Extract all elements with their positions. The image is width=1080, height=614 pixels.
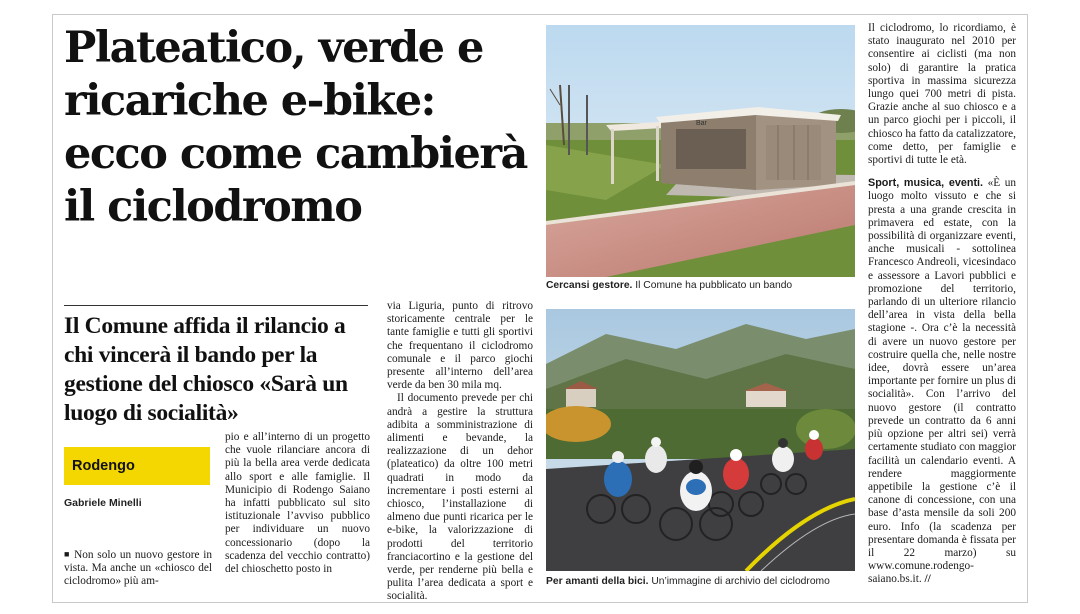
kiosk-photo xyxy=(546,25,855,277)
photo-caption xyxy=(546,576,830,587)
end-mark: // xyxy=(924,573,931,586)
paragraph: Il ciclodromo, lo ricordiamo, è stato inaugurato nel 2010 per consentire ai ciclisti (ma non solo) di garantire la pratica sportiva in massima sicurezza lungo quei 700 metri di pista. Grazie anche al suo chiosco e a un parco giochi per i piccoli, il chiosco ha fatto da catalizzatore, come detto, per famiglie e sportivi di tutte le età. xyxy=(868,22,1016,167)
subheadline: Il Comune affida il rilancio a chi vincerà il bando per la gestione del chiosco «Sarà un luogo di socialità» xyxy=(64,313,348,426)
location-tag: Rodengo xyxy=(64,447,210,485)
author-byline: Gabriele Minelli xyxy=(64,497,142,509)
lede-marker: ■ xyxy=(64,549,71,559)
text-column-4 xyxy=(868,22,1016,587)
headline: Plateatico, verde e ricariche e-bike: ecco come cambierà il ciclodromo xyxy=(64,23,527,232)
caption-text: Il Comune ha pubblicato un bando xyxy=(635,280,793,291)
caption-title: Per amanti della bici. xyxy=(546,576,649,587)
lede-text: Non solo un nuovo gestore in vista. Ma anche un «chiosco del ciclodromo» più am- xyxy=(64,549,213,588)
photo-caption xyxy=(546,280,792,291)
paragraph: via Liguria, punto di ritrovo storicamente centrale per le tante famiglie e tutti gli sportivi che frequentano il ciclodromo comunale e il parco giochi presente all’interno dell’area verde da ben 30 mila mq. xyxy=(387,300,533,392)
text-column-3 xyxy=(387,300,533,604)
paragraph xyxy=(868,177,1016,586)
section-runin: Sport, musica, eventi. xyxy=(868,177,984,190)
cyclists-photo xyxy=(546,309,855,571)
caption-title: Cercansi gestore. xyxy=(546,280,633,291)
caption-text: Un’immagine di archivio del ciclodromo xyxy=(651,576,830,587)
text-column-1 xyxy=(64,548,212,589)
paragraph: pio e all’interno di un progetto che vuole rilanciare ancora di più la bella area verde dedicata allo sport e alle famiglie. Il Municipio di Rodengo Saiano ha infatti pubblicato sul sito istituzionale l’avviso pubblico per individuare un nuovo concessionario (dopo la scadenza del vecchio contratto) del chioschetto posto in xyxy=(225,431,370,576)
text-column-2 xyxy=(225,431,370,576)
paragraph: Il documento prevede per chi andrà a gestire la struttura adibita a somministrazione di alimenti e bevande, la realizzazione di un dehor (plateatico) da oltre 100 metri quadrati in modo da incrementare i posti esterni al chiosco, l’installazione di almeno due punti ricarica per le e-bike, la valorizzazione di prodotti del territorio franciacortino e la gestione del verde, per renderne più bella e pulita l’area dedicata a sport e socialità. xyxy=(387,392,533,603)
subhead-rule xyxy=(64,305,368,306)
kiosk-sign: Bar xyxy=(696,120,707,127)
paragraph-text: «È un luogo molto vissuto e che si presta a una grande crescita in primavera ed estate, con la possibilità di organizzare eventi, anche musicali - sottolinea Francesco Andreoli, vicesindaco e assessore a Lavori pubblici e promozione del territorio, parlando di un ulteriore rilancio dell’area in vista della bella stagione -. Ora c’è la necessità di avere un nuovo gestore per costruire quella che, nelle nostre idee, dovrà essere un’area importante per fornire un plus di socialità». Con l’arrivo del nuovo gestore (il contratto prevede un contratto da 6 anni più opzione per altri sei) verrà certamente studiato con maggior facilità un calendario eventi. A rendere maggiormente appetibile la gestione c’è il canone di concessione, con una base d’asta mensile da soli 200 euro. Info (la scadenza per presentare domanda è fissata per il 22 marzo) su www.comune.rodengo-saiano.bs.it. xyxy=(868,177,1016,586)
